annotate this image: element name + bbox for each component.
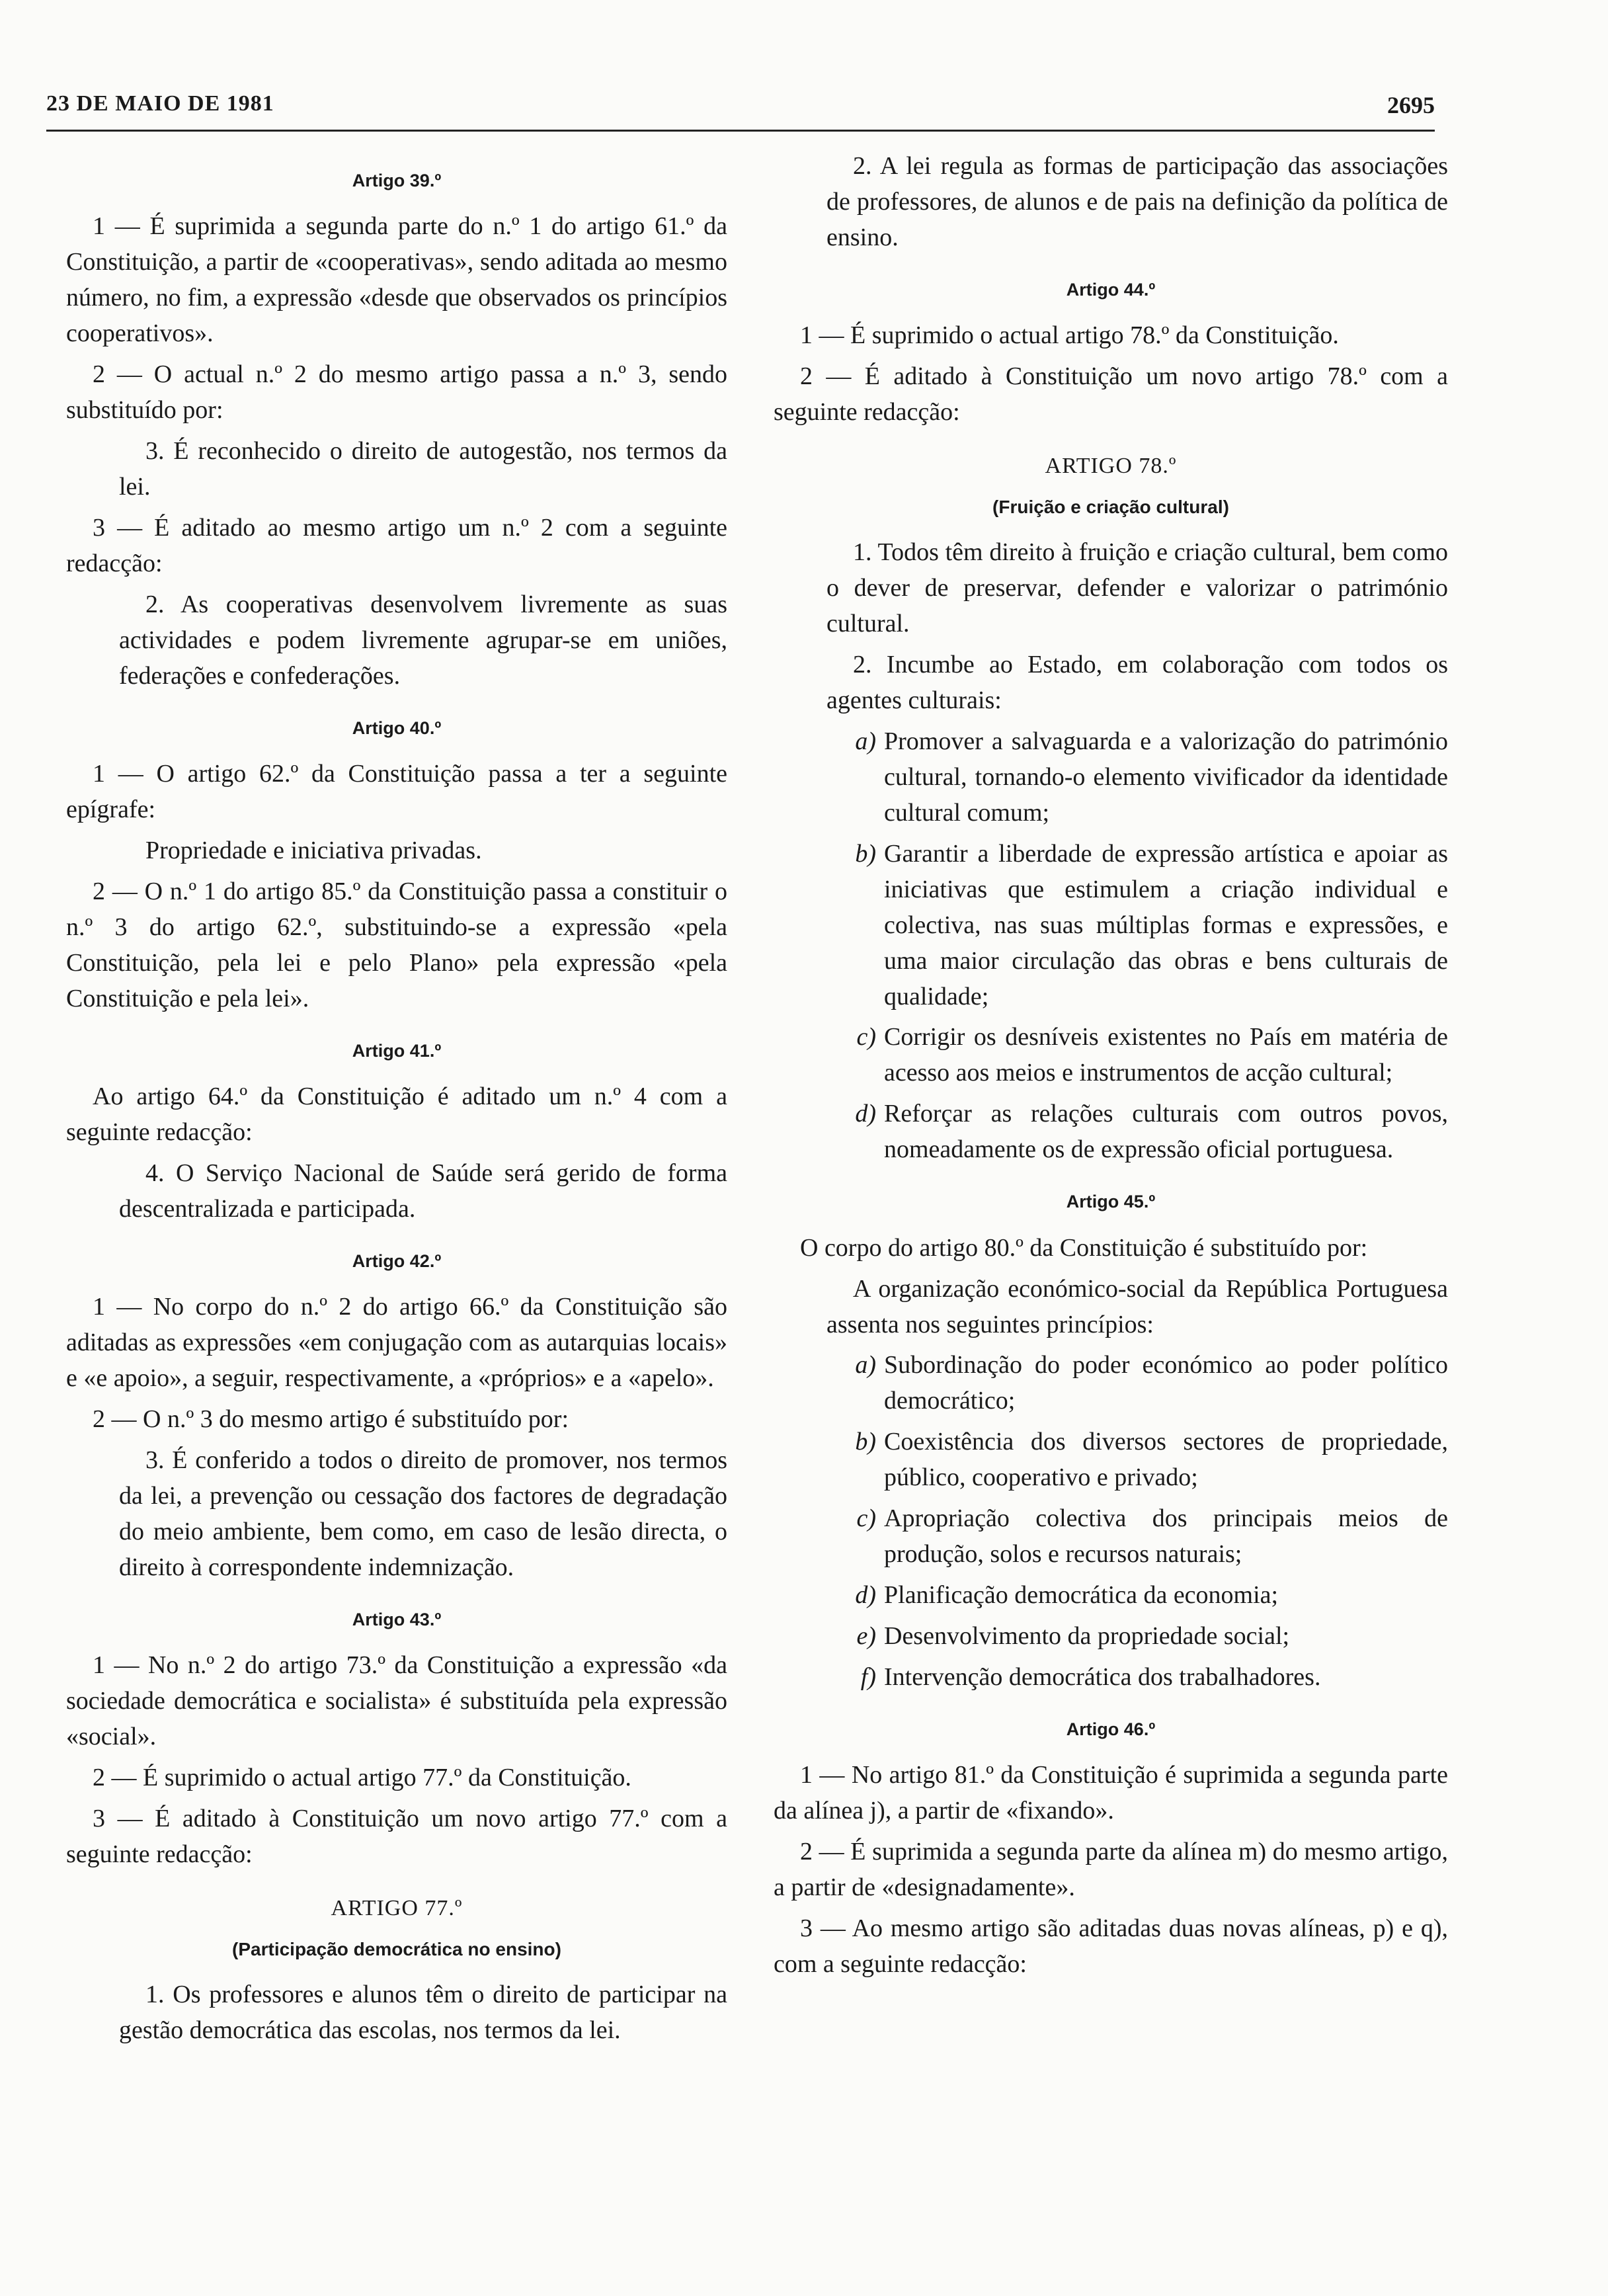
header-date: 23 DE MAIO DE 1981 — [46, 91, 274, 116]
article-78-quote-2: 2. Incumbe ao Estado, em colaboração com todos os agentes culturais: — [826, 650, 1448, 714]
article-80-alinea — [774, 1578, 1448, 1614]
article-43-paragraph-2: 2 — É suprimido o actual artigo 77.º da Constituição. — [93, 1764, 631, 1791]
left-column — [66, 152, 727, 2054]
alinea-label: c) — [856, 1504, 876, 1533]
article-39-quote-2: 2. As cooperativas desenvolvem livremente as suas actividades e podem livremente agrupar-se em uniões, federações e confederações. — [119, 590, 727, 690]
alinea-text: Garantir a liberdade de expressão artística e apoiar as iniciativas que estimulem a criação individual e colectiva, nas suas múltiplas formas e expressões, e uma maior circulação das obras e bens culturais de qualidade; — [884, 839, 1448, 1010]
article-40-title: Artigo 40.º — [352, 718, 442, 738]
article-78-alinea — [774, 837, 1448, 1015]
alinea-text: Planificação democrática da economia; — [884, 1581, 1279, 1610]
article-80-alinea — [774, 1501, 1448, 1573]
alinea-text: Intervenção democrática dos trabalhadores. — [884, 1663, 1321, 1692]
article-78-alinea — [774, 724, 1448, 831]
article-42-paragraph-2: 2 — O n.º 3 do mesmo artigo é substituído por: — [93, 1405, 569, 1434]
alinea-label: a) — [855, 1351, 876, 1379]
alinea-text: Corrigir os desníveis existentes no País em matéria de acesso aos meios e instrumentos de acção cultural; — [884, 1023, 1448, 1087]
article-39-paragraph-2: 2 — O actual n.º 2 do mesmo artigo passa a n.º 3, sendo substituído por: — [66, 360, 727, 425]
article-44-paragraph-1: 1 — É suprimido o actual artigo 78.º da Constituição. — [800, 321, 1339, 350]
alinea-text: Desenvolvimento da propriedade social; — [884, 1622, 1290, 1651]
article-41-quote-1: 4. O Serviço Nacional de Saúde será gerido de forma descentralizada e participada. — [119, 1159, 727, 1223]
article-46-paragraph-2: 2 — É suprimida a segunda parte da alínea m) do mesmo artigo, a partir de «designadamente». — [774, 1838, 1448, 1902]
article-80-alinea — [774, 1424, 1448, 1496]
article-45-title: Artigo 45.º — [1066, 1192, 1156, 1212]
alinea-label: d) — [855, 1581, 876, 1610]
header-page-number: 2695 — [1387, 92, 1435, 118]
article-45-paragraph-1: O corpo do artigo 80.º da Constituição é substituído por: — [800, 1233, 1368, 1262]
right-column — [774, 149, 1448, 1988]
article-46-title: Artigo 46.º — [1066, 1719, 1156, 1740]
article-40-paragraph-1: 1 — O artigo 62.º da Constituição passa a ter a seguinte epígrafe: — [66, 760, 727, 823]
article-77-caption: (Participação democrática no ensino) — [232, 1939, 561, 1960]
alinea-label: b) — [855, 839, 876, 868]
alinea-text: Subordinação do poder económico ao poder político democrático; — [884, 1351, 1448, 1415]
article-40-quote-1: Propriedade e iniciativa privadas. — [145, 836, 482, 864]
article-80-alinea — [774, 1660, 1448, 1696]
header-rule — [46, 130, 1435, 132]
alinea-text: Coexistência dos diversos sectores de propriedade, público, cooperativo e privado; — [884, 1428, 1448, 1492]
article-77-quote-1: 1. Os professores e alunos têm o direito de participar na gestão democrática das escolas, nos termos da lei. — [119, 1980, 727, 2044]
article-39-paragraph-3: 3 — É aditado ao mesmo artigo um n.º 2 com a seguinte redacção: — [66, 513, 727, 577]
alinea-label: f) — [860, 1663, 876, 1692]
alinea-label: a) — [855, 727, 876, 755]
page-header — [46, 91, 1435, 131]
article-43-paragraph-3: 3 — É aditado à Constituição um novo artigo 77.º com a seguinte redacção: — [66, 1804, 727, 1868]
article-80-quote-1: A organização económico-social da República Portuguesa assenta nos seguintes princípios: — [826, 1274, 1448, 1338]
article-77-heading: ARTIGO 77.º — [331, 1895, 463, 1920]
article-41-title: Artigo 41.º — [352, 1040, 442, 1061]
article-78-alinea — [774, 1020, 1448, 1091]
alinea-text: Promover a salvaguarda e a valorização do património cultural, tornando-o elemento vivificador da identidade cultural comum; — [884, 727, 1448, 827]
article-39-title: Artigo 39.º — [352, 171, 442, 190]
article-78-alinea — [774, 1096, 1448, 1168]
alinea-label: c) — [856, 1023, 876, 1051]
article-39-quote-1: 3. É reconhecido o direito de autogestão, nos termos da lei. — [119, 437, 727, 501]
article-41-paragraph-1: Ao artigo 64.º da Constituição é aditado um n.º 4 com a seguinte redacção: — [66, 1083, 727, 1146]
alinea-text: Apropriação colectiva dos principais meios de produção, solos e recursos naturais; — [884, 1504, 1448, 1569]
article-44-title: Artigo 44.º — [1066, 279, 1156, 300]
article-78-heading: ARTIGO 78.º — [1045, 454, 1177, 479]
article-80-alinea — [774, 1619, 1448, 1655]
article-39-paragraph-1: 1 — É suprimida a segunda parte do n.º 1 do artigo 61.º da Constituição, a partir de «cooperativas», sendo aditada ao mesmo número, no fim, a expressão «desde que observados os princípios cooperativos». — [66, 212, 727, 348]
article-43-title: Artigo 43.º — [352, 1609, 442, 1629]
alinea-text: Reforçar as relações culturais com outros povos, nomeadamente os de expressão oficial portuguesa. — [884, 1100, 1448, 1164]
alinea-label: b) — [855, 1428, 876, 1456]
article-40-paragraph-2: 2 — O n.º 1 do artigo 85.º da Constituição passa a constituir o n.º 3 do artigo 62.º, substituindo-se a expressão «pela Constituição, pela lei e pelo Plano» pela expressão «pela Constituição e pela lei». — [66, 877, 727, 1012]
article-78-quote-1: 1. Todos têm direito à fruição e criação cultural, bem como o dever de preservar, defender e valorizar o património cultural. — [826, 538, 1448, 637]
article-46-paragraph-1: 1 — No artigo 81.º da Constituição é suprimida a segunda parte da alínea j), a partir de «fixando». — [774, 1761, 1448, 1825]
article-77-quote-2: 2. A lei regula as formas de participação das associações de professores, de alunos e de pais na definição da política de ensino. — [826, 152, 1448, 251]
alinea-label: d) — [855, 1100, 876, 1128]
article-44-paragraph-2: 2 — É aditado à Constituição um novo artigo 78.º com a seguinte redacção: — [774, 362, 1448, 427]
article-42-quote-1: 3. É conferido a todos o direito de promover, nos termos da lei, a prevenção ou cessação dos factores de degradação do meio ambiente, bem como, em caso de lesão directa, o direito à correspondente indemnização. — [119, 1446, 727, 1581]
article-42-paragraph-1: 1 — No corpo do n.º 2 do artigo 66.º da Constituição são aditadas as expressões «em conjugação com as autarquias locais» e «e apoio», a seguir, respectivamente, a «próprios» e a «apelo». — [66, 1293, 727, 1393]
article-43-paragraph-1: 1 — No n.º 2 do artigo 73.º da Constituição a expressão «da sociedade democrática e socialista» é substituída pela expressão «social». — [66, 1651, 727, 1751]
article-42-title: Artigo 42.º — [352, 1250, 442, 1271]
article-78-caption: (Fruição e criação cultural) — [992, 497, 1229, 518]
alinea-label: e) — [856, 1622, 876, 1651]
article-46-paragraph-3: 3 — Ao mesmo artigo são aditadas duas novas alíneas, p) e q), com a seguinte redacção: — [774, 1914, 1448, 1979]
article-80-alinea — [774, 1348, 1448, 1419]
